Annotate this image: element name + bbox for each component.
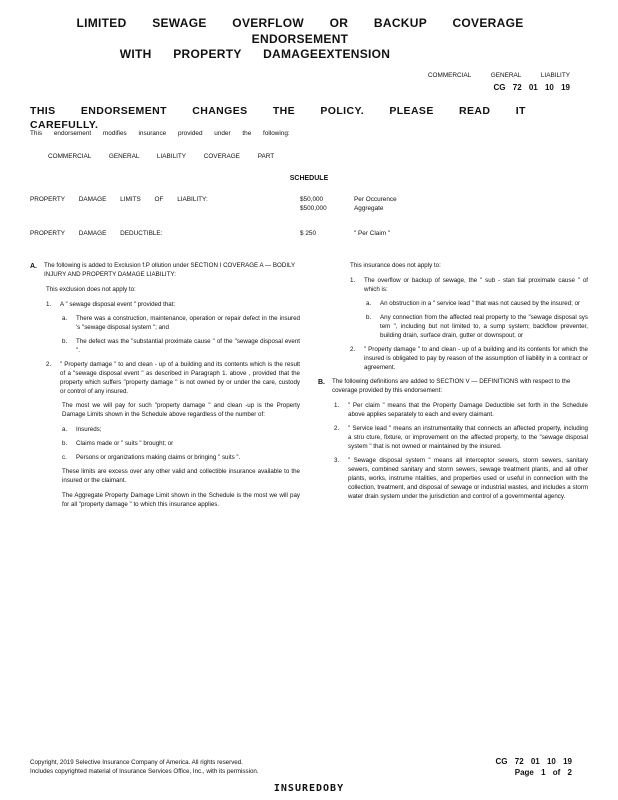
title-line-1: LIMITED SEWAGE OVERFLOW OR BACKUP COVERAGE ENDORSEMENT — [76, 16, 524, 46]
item-marker: 2. — [334, 424, 340, 432]
item-marker: 1. — [46, 300, 52, 308]
item-marker: 3. — [334, 456, 340, 464]
definition-sewage-disposal-system — [334, 457, 588, 502]
item-marker: a. — [62, 425, 68, 433]
item-text: " Property damage " to and clean - up of a building and its contents for which the insured is obligated to pay by reason of the assumption of liability in a contract or agreement. — [364, 345, 588, 371]
deductible-label: PROPERTY DAMAGE DEDUCTIBLE: — [30, 230, 163, 237]
item-text: The defect was the "substantial proximate cause " of the "sewage disposal event ". — [76, 337, 300, 354]
item-marker: b. — [62, 439, 68, 447]
right-not-apply: This insurance does not apply to: — [350, 262, 441, 269]
item-marker: b. — [366, 313, 372, 321]
item-text: An obstruction in a " service lead " that was not caused by the insured; or — [380, 299, 581, 307]
right-item-1a — [366, 300, 588, 309]
item-text: Persons or organizations making claims or bringing " suits ". — [76, 453, 241, 461]
limit-2-desc: Aggregate — [354, 204, 384, 212]
left-column — [30, 262, 300, 516]
deductible-desc: " Per Claim " — [354, 230, 391, 237]
item-text: There was a construction, maintenance, operation or repair defect in the insured 's "sewage disposal system "; and — [76, 314, 300, 331]
section-a-marker: A. — [30, 263, 37, 270]
count-item-b — [62, 440, 300, 449]
copyright-line-2: Includes copyrighted material of Insurance Services Office, Inc., with its permission. — [30, 768, 259, 776]
schedule-heading: SCHEDULE — [289, 175, 329, 182]
copyright-line-1: Copyright, 2019 Selective Insurance Company of America. All rights reserved. — [30, 759, 243, 766]
right-item-1 — [350, 277, 588, 295]
modifies-statement: This endorsement modifies insurance provided under the following: — [30, 130, 290, 137]
section-a-intro: The following is added to Exclusion f.P ollution under SECTION I COVERAGE A — BODILY INJURY AND PROPERTY DAMAGE LIABILITY: — [44, 262, 296, 278]
item-marker: 2. — [350, 345, 356, 353]
page-number: Page 1 of 2 — [514, 768, 572, 778]
item-text: " Sewage disposal system " means all interceptor sewers, storm sewers, sanitary sewers, combined sanitary and storm sewers, sewage treatment plants, and all other plants, works, instrume ntalities, and properties used or useful in connection with the collection, treatment, and disposal of sewage or industrial wastes, and includes a storm water drain system under the jurisdiction and control of a governmental agency. — [348, 456, 588, 500]
right-column — [318, 262, 588, 507]
item-text: A " sewage disposal event " provided that: — [60, 300, 176, 308]
schedule-limits-row — [30, 196, 590, 213]
limit-1-amount: $50,000 — [300, 196, 324, 203]
section-b-marker: B. — [318, 378, 325, 386]
item-marker: 2. — [46, 360, 52, 368]
section-a-item-1a — [62, 315, 300, 333]
item-text: The overflow or backup of sewage, the " sub - stan tial proximate cause " of which is: — [364, 276, 588, 293]
count-item-c — [62, 454, 300, 463]
section-a-not-apply: This exclusion does not apply to: — [46, 285, 136, 293]
right-item-1b — [366, 314, 588, 341]
footer-form-code: CG 72 01 10 19 — [495, 757, 572, 766]
item-marker: b. — [62, 337, 68, 345]
schedule-deductible-row — [30, 230, 590, 239]
item-text: Insureds; — [76, 425, 102, 433]
item-text: " Per claim " means that the Property Damage Deductible set forth in the Schedule above applies separately to each and every claimant. — [348, 401, 588, 418]
item-text: Any connection from the affected real property to the "sewage disposal sys tem ", including but not limited to, a sump system; backflow preventer, building drain, surface drain, gutter or downspout; or — [380, 313, 588, 339]
excess-clause: These limits are excess over any other valid and collectible insurance available to the insured or the claimant. — [62, 467, 300, 484]
coverage-part: COMMERCIAL GENERAL LIABILITY COVERAGE PART — [48, 153, 275, 160]
document-title — [30, 16, 570, 63]
count-item-a — [62, 426, 300, 435]
section-b — [318, 378, 588, 396]
section-b-intro: The following definitions are added to SECTION V — DEFINITIONS with respect to the coverage provided by this endorsement: — [332, 377, 571, 394]
line-of-business: COMMERCIAL GENERAL LIABILITY — [427, 72, 570, 79]
form-code: CG 72 01 10 19 — [493, 82, 570, 92]
limit-2-amount: $500,000 — [300, 204, 327, 212]
title-line-2: WITH PROPERTY DAMAGEEXTENSION — [119, 47, 391, 62]
limit-amounts — [300, 196, 354, 213]
watermark: INSUREDOBY — [273, 783, 345, 794]
item-marker: a. — [366, 299, 372, 307]
definition-per-claim — [334, 402, 588, 420]
section-a-item-1b — [62, 338, 300, 356]
section-a — [30, 262, 300, 280]
endorsement-notice: THIS ENDORSEMENT CHANGES THE POLICY. PLEASE READ IT CAREFULLY. — [30, 105, 526, 132]
item-text: Claims made or " suits " brought; or — [76, 439, 174, 447]
item-marker: a. — [62, 314, 68, 322]
limit-1-desc: Per Occurence — [354, 196, 397, 203]
item-text: " Service lead " means an instrumentality that connects an affected property, including a stru cture, fixture, or improvement on the affected property, to the "sewage disposal system " that is not owned or maintained by the insured. — [348, 424, 588, 450]
section-a-item-1 — [46, 301, 300, 310]
copyright-notice — [30, 758, 259, 777]
aggregate-clause: The Aggregate Property Damage Limit shown in the Schedule is the most we will pay for all "property damage " to which this insurance applies. — [62, 491, 300, 508]
item-marker: 1. — [334, 401, 340, 409]
limit-descriptions — [354, 196, 554, 213]
form-code-header — [428, 72, 570, 93]
most-we-will-pay: The most we will pay for such "property damage " and clean -up is the Property Damage Limits shown in the Schedule above regardless of the number of: — [62, 401, 300, 418]
item-marker: 1. — [350, 276, 356, 284]
right-item-2 — [350, 346, 588, 373]
section-a-item-2 — [46, 361, 300, 397]
item-marker: c. — [62, 453, 67, 461]
item-text: " Property damage " to and clean - up of a building and its contents which is the result of a "sewage disposal event " as described in Paragraph 1. above , provided that the property which suffers "property damage " is not owned by or under the care, custody or control of any insured. — [60, 360, 300, 395]
footer-form-info — [496, 756, 572, 778]
limits-label: PROPERTY DAMAGE LIMITS OF LIABILITY: — [30, 196, 208, 203]
deductible-amount: $ 250 — [300, 230, 316, 237]
definition-service-lead — [334, 425, 588, 452]
